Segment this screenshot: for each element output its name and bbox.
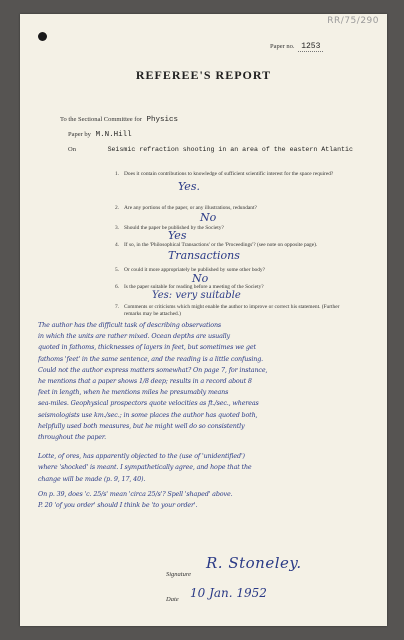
answer-5: No	[192, 272, 209, 285]
date-label: Date	[166, 596, 179, 603]
reference-stamp: RR/75/290	[327, 16, 379, 26]
signature-line	[166, 571, 191, 578]
comment-line: helpfully used both measures, but he might well do so consistently	[38, 421, 245, 430]
comment-line: throughout the paper.	[38, 433, 106, 442]
report-sheet	[20, 14, 387, 626]
paper-number-value: 1253	[298, 42, 323, 52]
comment-line: where 'shocked' is meant. I sympathetically agree, and hope that the	[38, 463, 252, 472]
author-line	[68, 131, 132, 139]
author-value: M.N.Hill	[95, 131, 132, 139]
signature-label: Signature	[166, 571, 192, 578]
paper-number	[270, 42, 323, 51]
subject-line	[68, 146, 353, 153]
handwritten-comments	[38, 320, 356, 511]
comment-line: he mentions that a paper shows 1/8 deep; results in a record about 8	[38, 377, 252, 386]
comment-line: Could not the author express matters somewhat? On page 7, for instance,	[38, 365, 268, 374]
author-label: Paper by	[68, 131, 91, 138]
answer-4: Transactions	[168, 249, 240, 262]
page-title: REFEREE'S REPORT	[135, 68, 272, 82]
comment-line: quoted in fathoms, thicknesses of layers in feet, but sometimes we get	[38, 343, 256, 352]
question-3: 3. Should the paper be published by the Society?	[115, 225, 224, 231]
answer-6: Yes: very suitable	[152, 290, 241, 301]
comment-line: P. 20 'of you order' should I think be 'to your order'.	[38, 501, 198, 510]
committee-line	[60, 116, 178, 124]
question-1: 1. Does it contain contributions to knowledge of sufficient scientific interest for the space required?	[115, 171, 334, 177]
committee-label: To the Sectional Committee for	[60, 116, 142, 123]
punch-hole	[38, 32, 47, 41]
comment-line: in which the units are rather mixed. Ocean depths are usually	[38, 332, 231, 341]
comment-line: fathoms 'feet' in the same sentence, and the reading is a little confusing.	[38, 354, 264, 363]
question-5: 5. Or could it more appropriately be published by some other body?	[115, 267, 266, 273]
comment-line: The author has the difficult task of describing observations	[38, 321, 222, 329]
comment-line: change will be made (p. 9, 17, 40).	[38, 474, 146, 483]
subject-value: Seismic refraction shooting in an area of the eastern Atlantic	[107, 146, 353, 153]
date-line	[166, 596, 179, 603]
signature: R. Stoneley.	[206, 554, 302, 572]
comment-line: sea-miles. Geophysical prospectors quote velocities as ft./sec., whereas	[38, 399, 259, 408]
answer-3: Yes	[168, 229, 187, 242]
comment-line: Lotte, of ores, has apparently objected to the (use of 'unidentified')	[38, 452, 245, 461]
committee-value: Physics	[146, 116, 178, 124]
question-2: 2. Are any portions of the paper, or any illustrations, redundant?	[115, 205, 257, 211]
comment-line: feet in length, when he mentions miles he presumably means	[38, 388, 229, 397]
answer-1: Yes.	[178, 180, 200, 193]
comment-line: seismologists use km./sec.; in some places the author has quoted both,	[38, 410, 258, 419]
question-6: 6. Is the paper suitable for reading before a meeting of the Society?	[115, 284, 264, 290]
question-4: 4. If so, in the 'Philosophical Transactions' or the 'Proceedings'? (see note on opposite page).	[115, 242, 318, 248]
comment-line: On p. 39, does 'c. 25/s' mean 'circa 25/s'? Spell 'shaped' above.	[38, 489, 233, 498]
paper-number-label: Paper no.	[270, 43, 295, 50]
question-7: 7. Comments or criticisms which might enable the author to improve or correct his statement. (Further remarks may be attached.)	[115, 304, 340, 317]
answer-2: No	[200, 211, 217, 224]
date-value: 10 Jan. 1952	[190, 586, 267, 600]
subject-label: On	[68, 146, 76, 153]
